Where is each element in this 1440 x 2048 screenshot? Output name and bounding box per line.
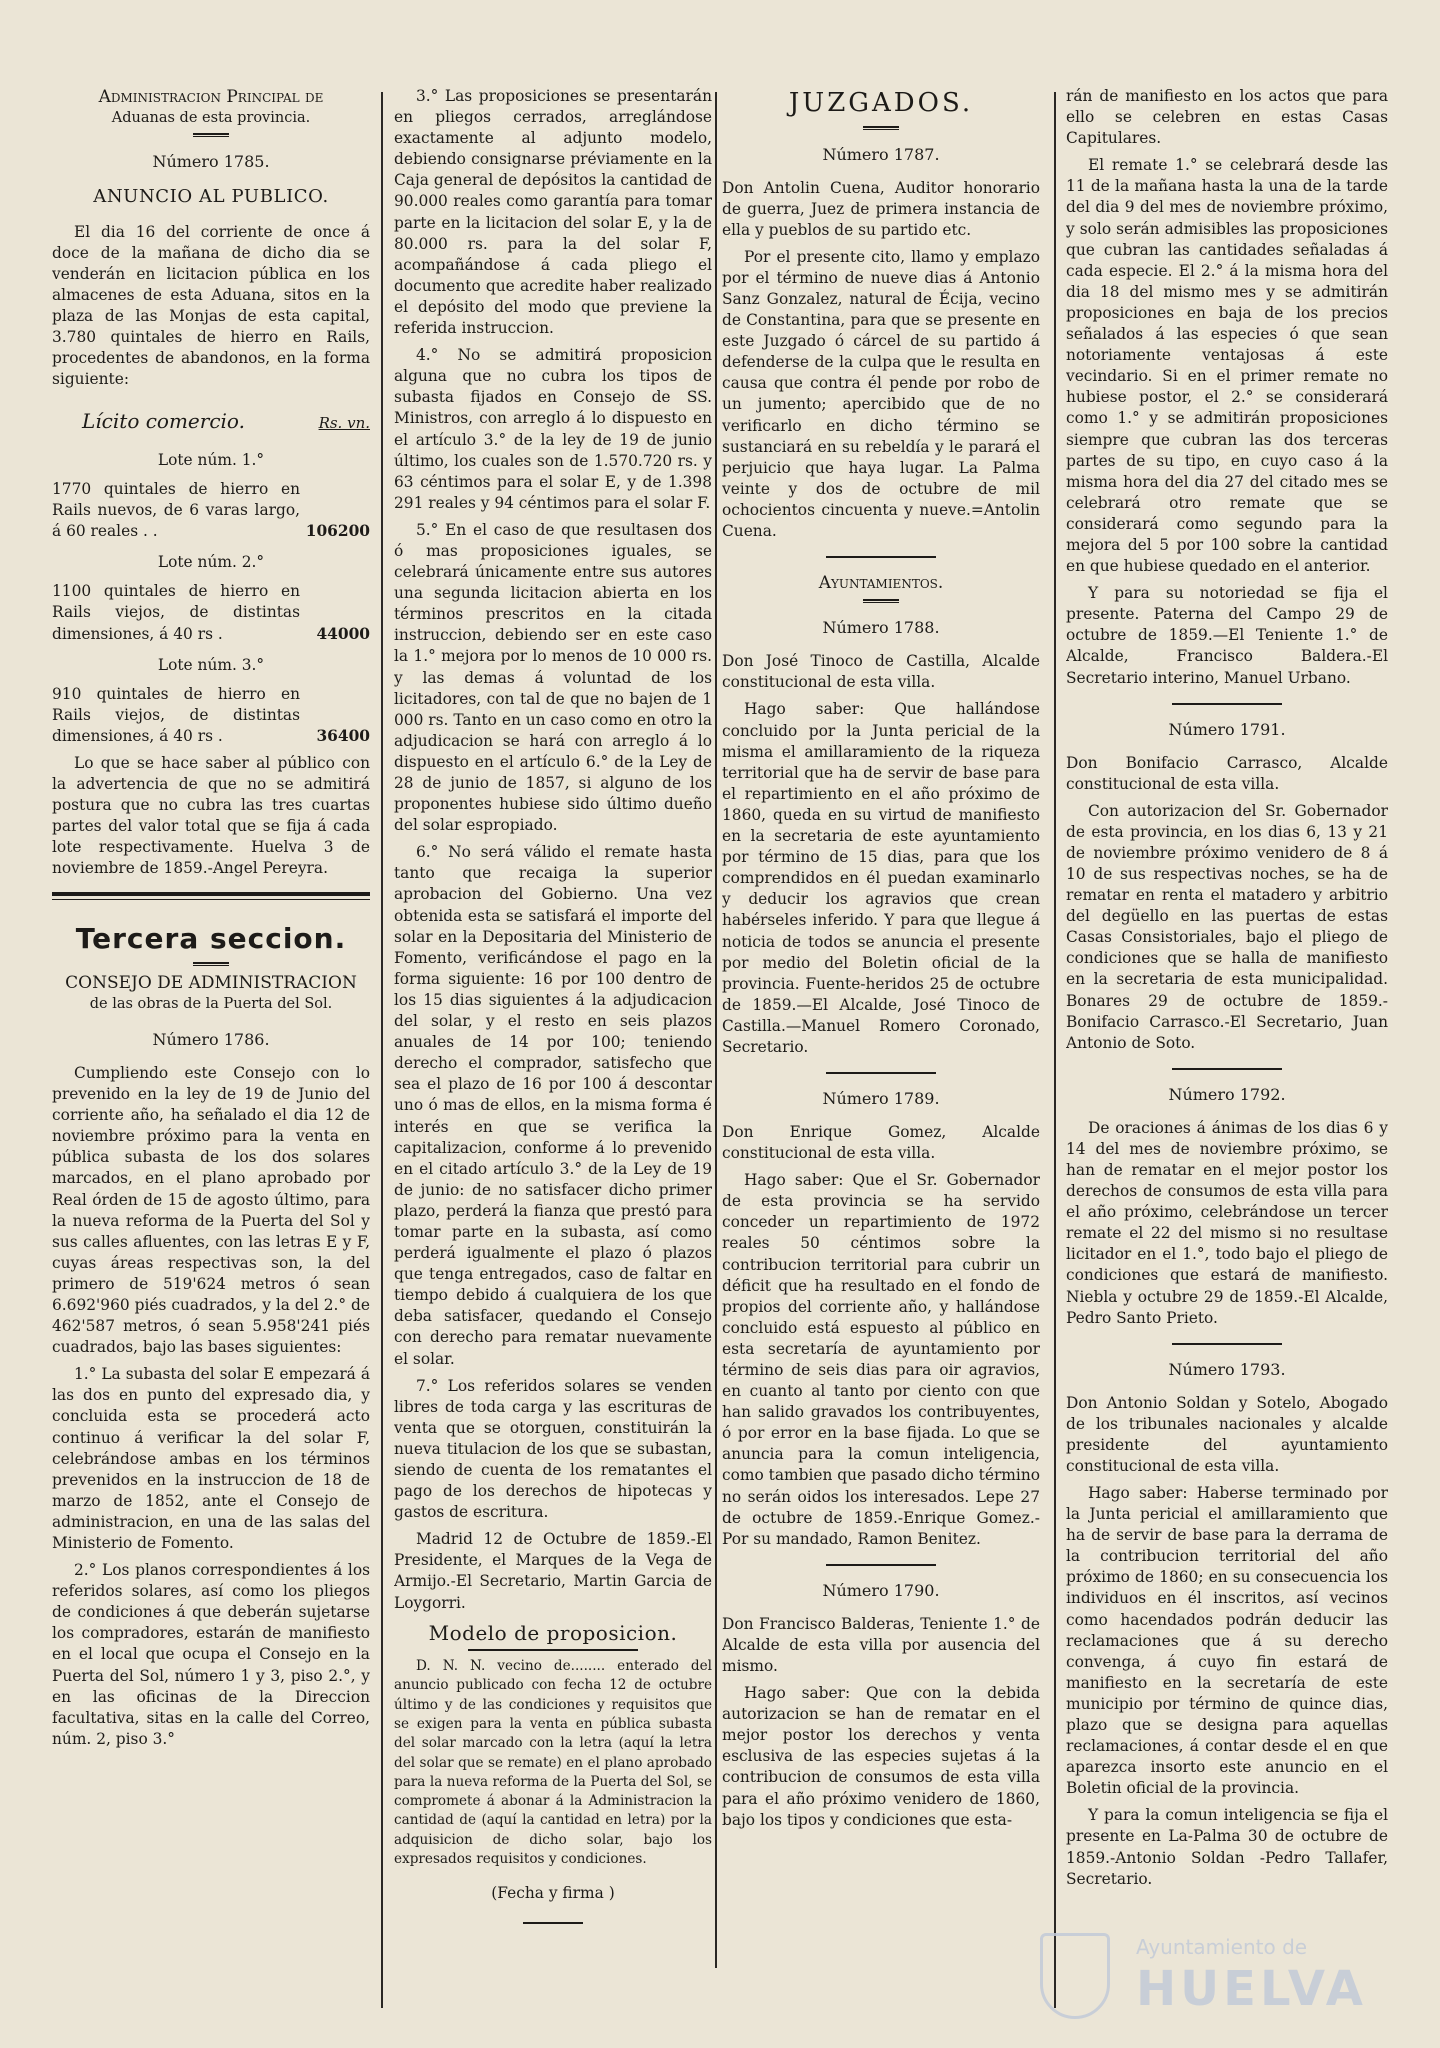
paragraph: Por el presente cito, llamo y emplazo por el término de nueve dias á Antonio Sanz Gonzalez, natural de Écija, vecino de Constantina, para que se presente en este Juzgado ó cárcel de su partido á defenderse de la culpa que le resulta en causa que contra él pende por robo de un jumento; apercibido que de no verificarlo en dicho término se sustanciará en su rebeldía y le parará el perjuicio que haya lugar. La Palma veinte y dos de octubre de mil ochocientos cincuenta y nueve.=Antolin Cuena. [722, 247, 1040, 541]
lot-heading: Lote núm. 2.° [157, 553, 265, 572]
lot-description: 1770 quintales de hierro en Rails nuevos, de 6 varas largo, á 60 reales . . [52, 479, 300, 541]
paragraph: Don Enrique Gomez, Alcalde constitucional de esta villa. [722, 1122, 1040, 1163]
section-divider [52, 892, 370, 900]
lot-description: 1100 quintales de hierro en Rails viejos, de distintas dimensiones, á 40 rs . [52, 582, 300, 643]
section-heading: CONSEJO DE ADMINISTRACION [65, 972, 357, 993]
paragraph: 6.° No será válido el remate hasta tanto que recaiga la superior aprobacion del Gobierno. Una vez obtenida esta se satisfará el importe del solar en la Depositaria del Ministerio de Fomento, verificándose el pago en la forma siguiente: 16 por 100 dentro de los 15 dias siguientes á la adjudicacion del solar, y el resto en seis plazos anuales de 14 por 100; teniendo derecho el comprador, satisfecho que sea el plazo de 16 por 100 á descontar uno ó mas de ellos, en la misma forma é interés en que se verifica la capitalizacion, conforme á lo prevenido en el citado artículo 3.° de la Ley de 19 de junio: de no satisfacer dicho primer plazo, perderá la fianza que prestó para tomar parte en la subasta, así como perderá igualmente el plazo ó plazos que tenga entregados, caso de faltar en tiempo debido á cualquiera de los que deba satisfacer, quedando el Consejo con derecho para rematar nuevamente el solar. [394, 843, 712, 1368]
paragraph: Cumpliendo este Consejo con lo prevenido en la ley de 19 de Junio del corriente año, ha señalado el dia 12 de noviembre próximo para la venta en pública subasta de los dos solares marcados, en el plano aprobado por Real órden de 15 de agosto último, para la nueva reforma de la Puerta del Sol y sus calles afluentes, con las letras E y F, cuyas áreas respectivas son, la del primero de 519'624 metros ó sean 6.692'960 piés cuadrados, y la del 2.° de 462'587 metros, ó sean 5.958'241 piés cuadrados, bajo las bases siguientes: [52, 1063, 370, 1357]
paragraph: Don Antolin Cuena, Auditor honorario de guerra, Juez de primera instancia de ella y pueblos de su partido etc. [722, 178, 1040, 239]
divider [193, 133, 229, 137]
paragraph: Don José Tinoco de Castilla, Alcalde constitucional de esta villa. [722, 652, 1040, 692]
divider [1172, 703, 1282, 705]
paragraph: 4.° No se admitirá proposicion alguna que no cubra los tipos de subasta fijados en Consejo de SS. Ministros, con arreglo á lo dispuesto en el artículo 3.° de la ley de 19 de junio último, los cuales son de 1.570.720 rs. y 63 céntimos para el solar E, y de 1.398 291 reales y 94 céntimos para el solar F. [394, 346, 712, 512]
notice-number: Número 1785. [152, 152, 270, 172]
lot-description: 910 quintales de hierro en Rails viejos, de distintas dimensiones, á 40 rs . [52, 684, 300, 745]
notice-number: Número 1788. [822, 618, 940, 638]
paragraph: Y para su notoriedad se fija el presente. Paterna del Campo 29 de octubre de 1859.—El Teniente 1.° de Alcalde, Francisco Baldera.-El Secretario interino, Manuel Urbano. [1066, 584, 1388, 687]
paragraph: 2.° Los planos correspondientes á los referidos solares, así como los pliegos de condiciones á que deberán sujetarse los compradores, estarán de manifiesto en el local que ocupa el Consejo en la Puerta del Sol, número 1 y 3, piso 2.°, y en las oficinas de la Direccion facultativa, sitas en la calle del Correo, núm. 2, piso 3.° [52, 1561, 370, 1748]
paragraph: Don Antonio Soldan y Sotelo, Abogado de los tribunales nacionales y alcalde presidente del ayuntamiento constitucional de esta villa. [1066, 1393, 1388, 1475]
paragraph: Lo que se hace saber al público con la advertencia de que no se admitirá postura que no cubra las tres cuartas partes del valor total que se fija á cada lote respectivamente. Huelva 3 de noviembre de 1859.-Angel Pereyra. [52, 753, 370, 878]
paragraph: De oraciones á ánimas de los dias 6 y 14 del mes de noviembre próximo, se han de rematar en el mejor postor los derechos de consumos de esta villa para el año próximo, celebrándose un tercer remate el 22 del mismo si no resultase licitador en el 1.°, todo bajo el pliego de condiciones que estará de manifiesto. Niebla y octubre 29 de 1859.-El Alcalde, Pedro Santo Prieto. [1066, 1118, 1388, 1327]
lot-item [52, 479, 370, 542]
lot-item [52, 581, 370, 644]
notice-number: Número 1792. [1168, 1084, 1286, 1104]
section-heading: Administracion Principal de [98, 87, 324, 107]
column-4 [1066, 86, 1388, 2018]
lot-item [52, 684, 370, 747]
divider [1172, 1343, 1282, 1345]
column-rule [1054, 92, 1056, 2008]
column-rule [381, 92, 383, 2008]
divider [468, 1649, 638, 1651]
divider [863, 126, 899, 130]
notice-number: Número 1787. [822, 144, 940, 164]
paragraph: Madrid 12 de Octubre de 1859.-El Presidente, el Marques de la Vega de Armijo.-El Secretario, Martin Garcia de Loygorri. [394, 1530, 712, 1612]
watermark-line: Ayuntamiento de [1136, 1935, 1308, 1959]
lot-value: 36400 [316, 726, 370, 745]
paragraph: 7.° Los referidos solares se venden libres de toda carga y las escrituras de venta que se otorguen, constituirán la nueva titulacion de los que se subastan, siendo de cuenta de los rematantes el pago de los derechos de hipotecas y gastos de escritura. [394, 1376, 712, 1522]
column-3 [722, 86, 1040, 2018]
model-title: Modelo de proposicion. [428, 1620, 678, 1645]
divider [523, 1922, 583, 1924]
paragraph: Hago saber: Haberse terminado por la Junta pericial el amillaramiento que ha de servir de base para la derrama de la contribucion territorial del año próximo de 1860; en su consecuencia los individuos en él inscritos, así vecinos como hacendados podrán deducir las reclamaciones que á su derecho convenga, á cuyo fin estará de manifiesto en la secretaría de este municipio por término de quince dias, plazo que se designa para aquellas reclamaciones, á contar desde el en que aparezca insorto este anuncio en el Boletin oficial de la provincia. [1066, 1483, 1388, 1798]
lot-value: 44000 [316, 624, 370, 643]
section-title: JUZGADOS. [788, 88, 974, 118]
paragraph: Hago saber: Que hallándose concluido por la Junta pericial de la misma el amillaramiento de la riqueza territorial que ha de servir de base para el repartimiento en el año próximo de 1860, queda en su virtud de manifiesto en la secretaria de este ayuntamiento por término de 15 dias, para que los comprendidos en él puedan examinarlo y deducir los agravios que crean habérseles inferido. Y para que llegue á noticia de todos se anuncia el presente por medio del Boletin oficial de la provincia. Fuente-heridos 25 de octubre de 1859.—El Alcalde, José Tinoco de Castilla.—Manuel Romero Coronado, Secretario. [722, 700, 1040, 1056]
lot-heading: Lote núm. 1.° [157, 450, 265, 469]
shield-icon [1040, 1933, 1110, 2019]
divider [826, 1072, 936, 1074]
signature-line: (Fecha y firma ) [491, 1884, 615, 1903]
model-text: D. N. N. vecino de........ enterado del anuncio publicado con fecha 12 de octubre último y de las condiciones y requisitos que se exigen para la venta en pública subasta del solar marcado con la letra (aquí la letra del solar que se remate) en el plano aprobado para la nueva reforma de la Puerta del Sol, se compromete á abonar á la Administracion la cantidad de (aquí la cantidad en letra) por la adquisicion de dicho solar, bajo los expresados requisitos y condiciones. [394, 1658, 712, 1868]
paragraph: Y para la comun inteligencia se fija el presente en La-Palma 30 de octubre de 1859.-Antonio Soldan -Pedro Tallafer, Secretario. [1066, 1806, 1388, 1888]
paragraph: 3.° Las proposiciones se presentarán en pliegos cerrados, arreglándose exactamente al adjunto modelo, debiendo consignarse préviamente en la Caja general de depósitos la cantidad de 90.000 reales como garantía para tomar parte en la licitacion del solar E, y la de 80.000 rs. para la del solar F, acompañándose á cada pliego el documento que acredite haber realizado el depósito del modo que previene la referida instruccion. [394, 87, 712, 338]
notice-title: ANUNCIO AL PUBLICO. [93, 186, 329, 208]
section-subheading: de las obras de la Puerta del Sol. [89, 996, 333, 1013]
paragraph: rán de manifiesto en los actos que para ello se celebren en estas Casas Capitulares. [1066, 87, 1388, 148]
paragraph: Don Bonifacio Carrasco, Alcalde constitucional de esta villa. [1066, 753, 1388, 793]
currency-label: Rs. vn. [318, 414, 370, 433]
column-rule [715, 92, 717, 1968]
lot-heading: Lote núm. 3.° [157, 655, 265, 674]
column-1 [52, 86, 370, 2018]
paragraph: El dia 16 del corriente de once á doce de la mañana de dicho dia se venderán en licitacion pública en los almacenes de esta Aduana, sitos en la plaza de las Monjas de esta capital, 3.780 quintales de hierro en Rails, procedentes de abandonos, en la forma siguiente: [52, 222, 370, 389]
section-heading: Ayuntamientos. [818, 573, 944, 594]
paragraph: 1.° La subasta del solar E empezará á las dos en punto del expresado dia, y concluida esta se procederá acto continuo á verificar la del solar F, celebrándose ambas en los términos prevenidos en la instruccion de 18 de marzo de 1852, ante el Consejo de administracion, en una de las salas del Ministerio de Fomento. [52, 1365, 370, 1552]
price-header-label: Lícito comercio. [82, 409, 245, 434]
notice-number: Número 1793. [1168, 1359, 1286, 1379]
lot-value: 106200 [305, 522, 370, 541]
section-subheading: Aduanas de esta provincia. [111, 110, 311, 127]
archive-watermark [1040, 1925, 1400, 2035]
notice-number: Número 1786. [152, 1030, 270, 1050]
paragraph: Hago saber: Que con la debida autorizacion se han de rematar en el mejor postor los derechos y venta esclusiva de las especies sujetas á la contribucion de consumos de esta villa para el año próximo venidero de 1860, bajo los tipos y condiciones que esta- [722, 1684, 1040, 1829]
column-2 [394, 86, 712, 2018]
watermark-title: HUELVA [1136, 1961, 1367, 2017]
notice-number: Número 1791. [1168, 719, 1286, 739]
price-header [52, 408, 370, 435]
divider [826, 556, 936, 558]
paragraph: El remate 1.° se celebrará desde las 11 de la mañana hasta la una de la tarde del dia 9 del mes de noviembre próximo, y solo serán admisibles las proposiciones que cubran las cantidades señaladas á cada especie. El 2.° á la misma hora del dia 18 del mismo mes y se admitirán proposiciones en baja de los precios señalados á las especies ó que sean notoriamente ventajosas á este vecindario. Si en el primer remate no hubiese postor, el 2.° se considerará como 1.° y se admitirán proposiciones siempre que cubran las dos terceras partes de su tipo, en cuyo caso á la misma hora del dia 27 del citado mes se celebrará otro remate que se considerará como segundo para la mejora del 5 por 100 sobre la cantidad en que hubiese quedado en el anterior. [1066, 156, 1388, 576]
section-title: Tercera seccion. [75, 921, 347, 955]
notice-number: Número 1790. [822, 1580, 940, 1600]
paragraph: Don Francisco Balderas, Teniente 1.° de Alcalde de esta villa por ausencia del mismo. [722, 1614, 1040, 1675]
divider [193, 962, 229, 966]
divider [826, 1564, 936, 1566]
paragraph: 5.° En el caso de que resultasen dos ó mas proposiciones iguales, se celebrará únicamente entre sus autores una segunda licitacion abierta en los términos prescritos en la citada instruccion, debiendo ser en este caso la 1.° mejora por lo menos de 10 000 rs. y las demas á voluntad de los licitadores, con tal de que no bajen de 1 000 rs. Tanto en un caso como en otro la adjudicacion se hará con arreglo á lo dispuesto en el artículo 6.° de la Ley de 28 de junio de 1857, si alguno de los proponentes hubiese sido último dueño del solar espropiado. [394, 520, 712, 835]
notice-number: Número 1789. [822, 1089, 940, 1109]
divider [1172, 1068, 1282, 1070]
paragraph: Hago saber: Que el Sr. Gobernador de esta provincia se ha servido conceder un repartimiento de 1972 reales 50 céntimos sobre la contribucion territorial para cubrir un déficit que ha resultado en el fondo de propios del corriente año, y hallándose concluido está espuesto al público en esta secretaría de ayuntamiento por término de seis dias para oir agravios, en cuanto al tanto por ciento con que han salido gravados los contribuyentes, ó por error en la base fijada. Lo que se anuncia para la comun inteligencia, como tambien que pasado dicho término no serán oidos los interesados. Lepe 27 de octubre de 1859.-Enrique Gomez.-Por su mandado, Ramon Benitez. [722, 1171, 1040, 1548]
paragraph: Con autorizacion del Sr. Gobernador de esta provincia, en los dias 6, 13 y 21 de noviembre próximo venidero de 8 á 10 de sus respectivas noches, se ha de rematar en renta el matadero y arbitrio del degüello en las puertas de estas Casas Consistoriales, bajo el pliego de condiciones que se halla de manifiesto en la secretaria de esta municipalidad. Bonares 29 de octubre de 1859.-Bonifacio Carrasco.-El Secretario, Juan Antonio de Soto. [1066, 801, 1388, 1052]
divider [863, 599, 899, 603]
